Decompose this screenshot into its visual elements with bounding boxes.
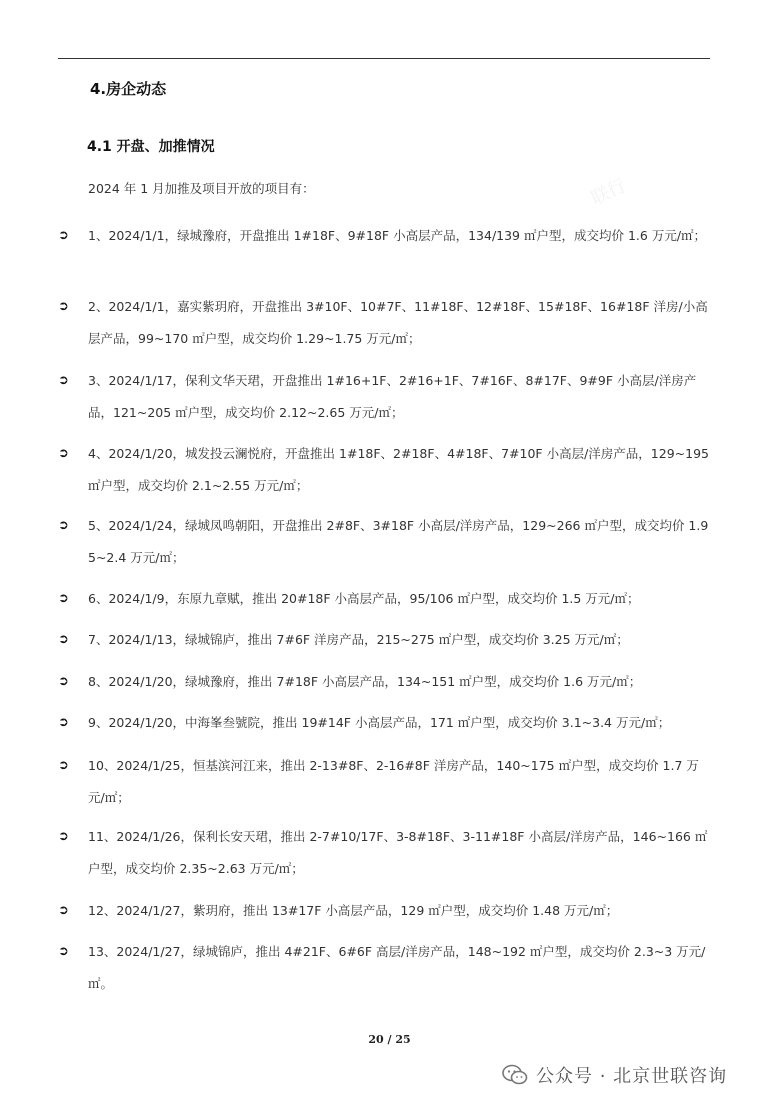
arrow-bullet-icon: ➲: [58, 944, 69, 959]
arrow-bullet-icon: ➲: [58, 903, 69, 918]
faint-background-watermark: 联行: [587, 175, 630, 210]
subsection-title: 4.1 开盘、加推情况: [87, 139, 215, 155]
arrow-bullet-icon: ➲: [58, 591, 69, 606]
list-item-text: 13、2024/1/27，绿城锦庐，推出 4#21F、6#6F 高层/洋房产品，148~192 ㎡户型，成交均价 2.3~3 万元/㎡。: [88, 944, 706, 991]
header-rule: [58, 58, 710, 59]
list-item-text: 10、2024/1/25，恒基滨河江来，推出 2-13#8F、2-16#8F 洋房产品，140~175 ㎡户型，成交均价 1.7 万元/㎡；: [88, 758, 699, 805]
wechat-watermark: [502, 1060, 727, 1090]
list-item-text: 3、2024/1/17，保利文华天珺，开盘推出 1#16+1F、2#16+1F、7#16F、8#17F、9#9F 小高层/洋房产品，121~205 ㎡户型，成交均价 2.12~2.65 万元/㎡；: [88, 373, 697, 420]
arrow-bullet-icon: ➲: [58, 632, 69, 647]
list-item-text: 8、2024/1/20，绿城豫府，推出 7#18F 小高层产品，134~151 ㎡户型，成交均价 1.6 万元/㎡；: [88, 674, 642, 689]
arrow-bullet-icon: ➲: [58, 758, 69, 773]
list-item-text: 4、2024/1/20，城发投云澜悦府，开盘推出 1#18F、2#18F、4#18F、7#10F 小高层/洋房产品，129~195 ㎡户型，成交均价 2.1~2.55 万元/㎡；: [88, 446, 709, 493]
arrow-bullet-icon: ➲: [58, 373, 69, 388]
watermark-text: 公众号 · 北京世联咨询: [536, 1066, 728, 1087]
arrow-bullet-icon: ➲: [58, 446, 69, 461]
list-item-text: 5、2024/1/24，绿城凤鸣朝阳，开盘推出 2#8F、3#18F 小高层/洋房产品，129~266 ㎡户型，成交均价 1.95~2.4 万元/㎡；: [88, 518, 709, 565]
intro-text: 2024 年 1 月加推及项目开放的项目有：: [88, 181, 315, 196]
list-item-text: 1、2024/1/1，绿城豫府，开盘推出 1#18F、9#18F 小高层产品，134/139 ㎡户型，成交均价 1.6 万元/㎡；: [88, 228, 707, 243]
section-title: 4.房企动态: [90, 80, 167, 98]
arrow-bullet-icon: ➲: [58, 299, 69, 314]
list-item-text: 11、2024/1/26，保利长安天珺，推出 2-7#10/17F、3-8#18F、3-11#18F 小高层/洋房产品，146~166 ㎡户型，成交均价 2.35~2.63 万元/㎡；: [88, 829, 708, 876]
arrow-bullet-icon: ➲: [58, 518, 69, 533]
arrow-bullet-icon: ➲: [58, 715, 69, 730]
wechat-icon: [502, 1064, 528, 1086]
page-number: 20 / 25: [368, 1033, 411, 1046]
list-item-text: 6、2024/1/9，东原九章赋，推出 20#18F 小高层产品，95/106 ㎡户型，成交均价 1.5 万元/㎡；: [88, 591, 640, 606]
list-item-text: 2、2024/1/1，嘉实紫玥府，开盘推出 3#10F、10#7F、11#18F、12#18F、15#18F、16#18F 洋房/小高层产品，99~170 ㎡户型，成交均价 1.29~1.75 万元/㎡；: [88, 299, 708, 346]
arrow-bullet-icon: ➲: [58, 674, 69, 689]
arrow-bullet-icon: ➲: [58, 228, 69, 243]
list-item-text: 7、2024/1/13，绿城锦庐，推出 7#6F 洋房产品，215~275 ㎡户型，成交均价 3.25 万元/㎡；: [88, 632, 629, 647]
list-item-text: 12、2024/1/27，紫玥府，推出 13#17F 小高层产品，129 ㎡户型，成交均价 1.48 万元/㎡；: [88, 903, 619, 918]
list-item-text: 9、2024/1/20，中海峯叁號院，推出 19#14F 小高层产品，171 ㎡户型，成交均价 3.1~3.4 万元/㎡；: [88, 715, 671, 730]
arrow-bullet-icon: ➲: [58, 829, 69, 844]
